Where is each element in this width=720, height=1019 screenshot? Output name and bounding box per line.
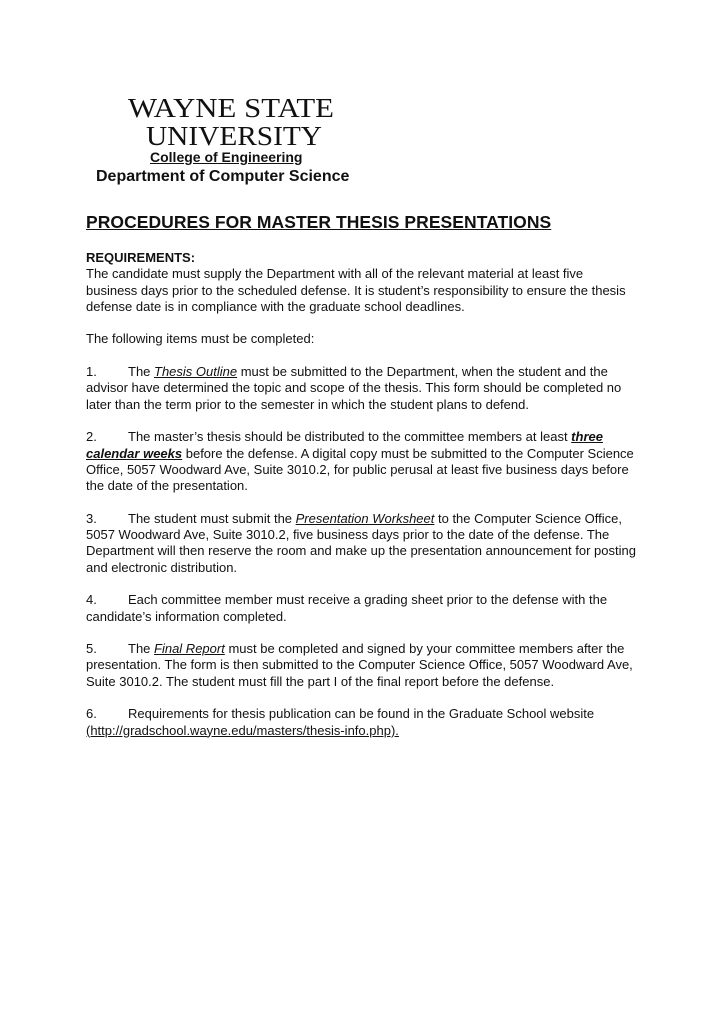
thesis-outline-link[interactable]: Thesis Outline: [154, 364, 238, 380]
list-item-3: [86, 511, 638, 576]
requirements-text: The candidate must supply the Department with all of the relevant material at least five business days prior to the scheduled defense. It is student’s responsibility to ensure the thesis defense date is in compliance with the graduate school deadlines.: [86, 266, 626, 314]
item-number: 3.: [86, 510, 97, 526]
graduate-school-link[interactable]: (http://gradschool.wayne.edu/masters/thesis-info.php).: [86, 722, 399, 738]
list-item-1: [86, 364, 638, 413]
list-item-2: [86, 429, 638, 494]
document-body: [86, 250, 638, 755]
item-text: The student must submit the: [128, 510, 296, 526]
svg-text:UNIVERSITY: UNIVERSITY: [146, 121, 322, 148]
item-number: 4.: [86, 592, 97, 608]
requirements-heading: REQUIREMENTS:: [86, 250, 196, 265]
final-report-link[interactable]: Final Report: [154, 641, 225, 657]
item-number: 6.: [86, 706, 97, 722]
item-number: 5.: [86, 641, 97, 657]
presentation-worksheet-link[interactable]: Presentation Worksheet: [295, 510, 435, 526]
department-name: Department of Computer Science: [96, 168, 350, 185]
item-text: Each committee member must receive a grading sheet prior to the defense with the candidate’s information completed.: [86, 592, 608, 624]
item-text: must be submitted to the Department, when the student and the advisor have determined the topic and scope of the thesis. This form should be completed no later than the term prior to the semester in which the student plans to defend.: [86, 364, 622, 412]
wayne-state-university-logo: [126, 92, 338, 148]
emphasis-three-calendar-weeks: three calendar weeks: [86, 429, 603, 461]
page-title: PROCEDURES FOR MASTER THESIS PRESENTATIONS: [86, 212, 552, 232]
item-text: must be completed and signed by your committee members after the presentation. The form is then submitted to the Computer Science Office, 5057 Woodward Ave, Suite 3010.2. The student must fill the part I of the final report before the defense.: [86, 641, 633, 689]
item-text: Requirements for thesis publication can be found in the Graduate School website: [128, 706, 595, 722]
item-text: before the defense. A digital copy must be submitted to the Computer Science Office, 5057 Woodward Ave, Suite 3010.2, for public perusal at least five business days before the date of the presentation.: [86, 445, 634, 494]
item-number: 2.: [86, 429, 97, 445]
item-text: The: [128, 364, 155, 380]
list-item-5: [86, 641, 638, 690]
item-text: to the Computer Science Office, 5057 Woodward Ave, Suite 3010.2, five business days prior to the date of the defense. The Department will then reserve the room and make up the presentation announcement for posting and electronic distribution.: [86, 510, 636, 575]
intro-text: The following items must be completed:: [86, 331, 315, 347]
list-item-4: [86, 592, 638, 625]
requirements-section: [86, 250, 638, 315]
college-name: College of Engineering: [150, 149, 303, 165]
item-number: 1.: [86, 364, 97, 380]
list-item-6: [86, 706, 638, 739]
item-text: The: [128, 641, 155, 657]
item-text: The master’s thesis should be distributed to the committee members at least: [128, 429, 572, 445]
svg-text:WAYNE STATE: WAYNE STATE: [128, 93, 334, 123]
